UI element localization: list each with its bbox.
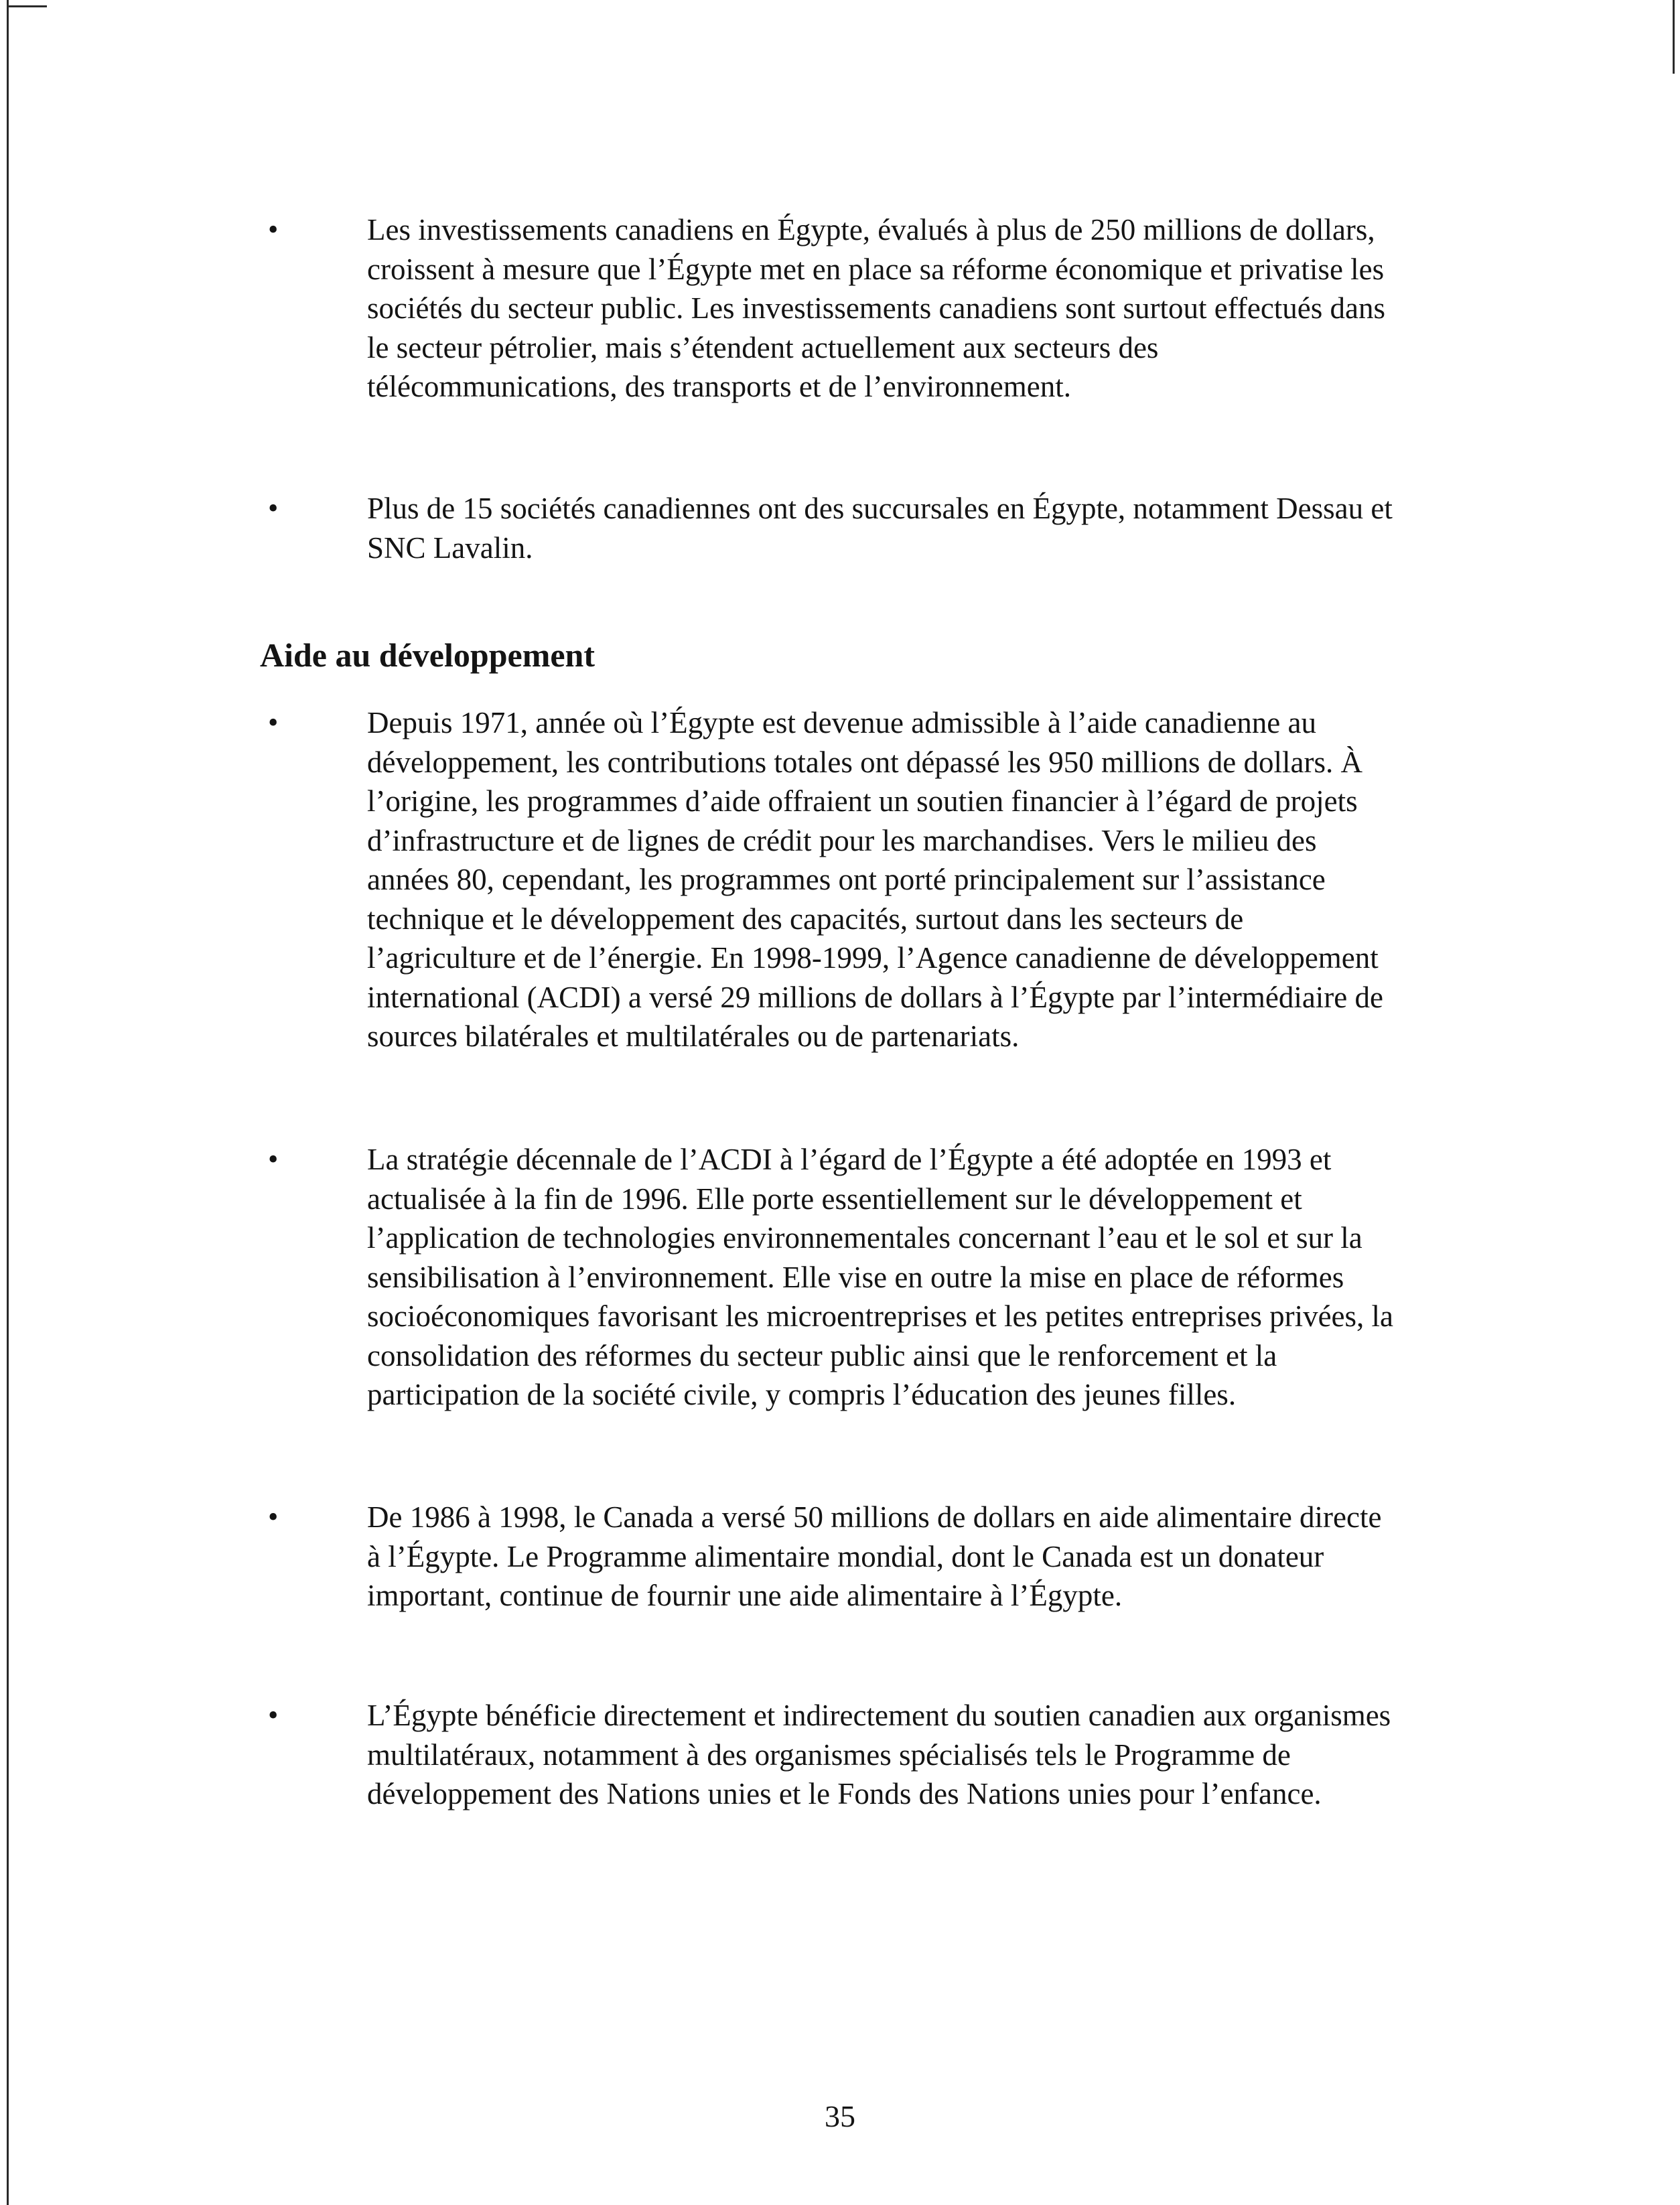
bullet-icon: • — [268, 1143, 279, 1176]
paragraph-companies: Plus de 15 sociétés canadiennes ont des succursales en Égypte, notamment Dessau et SNC Lavalin. — [367, 492, 1393, 565]
paragraph-aid-history: Depuis 1971, année où l’Égypte est devenue admissible à l’aide canadienne au développement, les contributions totales ont dépassé les 950 millions de dollars. À l’origine, les programmes d’aide offraient un soutien financier à l’égard de projets d’infrastructure et de lignes de crédit pour les marchandises. Vers le milieu des années 80, cependant, les programmes ont porté principalement sur l’assistance technique et le développement des capacités, surtout dans les secteurs de l’agriculture et de l’énergie. En 1998-1999, l’Agence canadienne de développement international (ACDI) a versé 29 millions de dollars à l’Égypte par l’intermédiaire de sources bilatérales et multilatérales ou de partenariats. — [367, 706, 1383, 1053]
paragraph-strategy: La stratégie décennale de l’ACDI à l’égard de l’Égypte a été adoptée en 1993 et actualisée à la fin de 1996. Elle porte essentiellement sur le développement et l’application de technologies environnementales concernant l’eau et le sol et sur la sensibilisation à l’environnement. Elle vise en outre la mise en place de réformes socioéconomiques favorisant les microentreprises et les petites entreprises privées, la consolidation des réformes du secteur public ainsi que le renforcement et la participation de la société civile, y compris l’éducation des jeunes filles. — [367, 1143, 1393, 1411]
bullet-icon: • — [268, 492, 279, 524]
scan-corner-mark — [7, 5, 47, 7]
page-number: 35 — [825, 2099, 855, 2133]
scan-border-left — [7, 0, 9, 2205]
paragraph-multilateral: L’Égypte bénéficie directement et indirectement du soutien canadien aux organismes multilatéraux, notamment à des organismes spécialisés tels le Programme de développement des Nations unies et le Fonds des Nations unies pour l’enfance. — [367, 1699, 1391, 1810]
section-heading: Aide au développement — [260, 636, 595, 674]
paragraph-investments: Les investissements canadiens en Égypte, évalués à plus de 250 millions de dollars, croissent à mesure que l’Égypte met en place sa réforme économique et privatise les sociétés du secteur public. Les investissements canadiens sont surtout effectués dans le secteur pétrolier, mais s’étendent actuellement aux secteurs des télécommunications, des transports et de l’environnement. — [367, 213, 1386, 403]
bullet-icon: • — [268, 706, 279, 739]
bullet-icon: • — [268, 1699, 279, 1731]
bullet-icon: • — [268, 213, 279, 246]
scan-border-right — [1673, 0, 1675, 74]
bullet-icon: • — [268, 1500, 279, 1533]
paragraph-food-aid: De 1986 à 1998, le Canada a versé 50 millions de dollars en aide alimentaire directe à l’Égypte. Le Programme alimentaire mondial, dont le Canada est un donateur important, continue de fournir une aide alimentaire à l’Égypte. — [367, 1500, 1382, 1612]
